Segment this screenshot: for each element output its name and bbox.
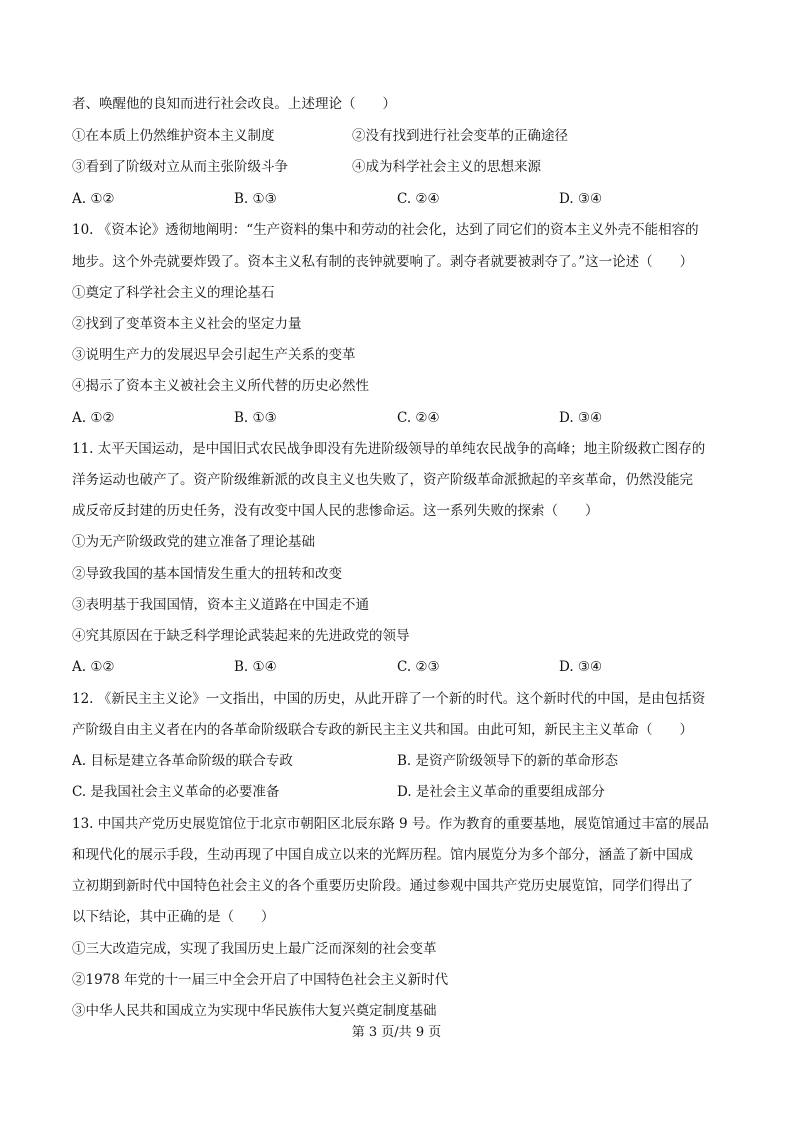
q11-stem-line-2: 洋务运动也破产了。资产阶级维新派的改良主义也失败了，资产阶级革命派掀起的辛亥革命，仍然没能完: [72, 472, 693, 488]
q10-option-c[interactable]: C. ②④: [397, 410, 440, 426]
q12-option-b[interactable]: B. 是资产阶级领导下的新的革命形态: [397, 753, 619, 769]
q9-stem-end: 者、唤醒他的良知而进行社会改良。上述理论（ ）: [72, 96, 396, 112]
q12-stem-line-1: 12. 《新民主主义论》一文指出，中国的历史，从此开辟了一个新的时代。这个新时代的中国，是由包括资: [72, 691, 706, 707]
q10-stem-line-1: 10. 《资本论》透彻地阐明：“生产资料的集中和劳动的社会化，达到了同它们的资本主义外壳不能相容的: [72, 222, 699, 238]
q11-option-c[interactable]: C. ②③: [397, 659, 440, 675]
q12-stem-line-2: 产阶级自由主义者在内的各革命阶级联合专政的新民主主义共和国。由此可知，新民主主义革命（ ）: [72, 722, 693, 738]
q13-stem-line-1: 13. 中国共产党历史展览馆位于北京市朝阳区北辰东路 9 号。作为教育的重要基地，展览馆通过丰富的展品: [72, 816, 709, 832]
q11-stem-line-1: 11. 太平天国运动，是中国旧式农民战争即没有先进阶级领导的单纯农民战争的高峰；地主阶级救亡图存的: [72, 441, 706, 457]
q9-option-b[interactable]: B. ①③: [234, 191, 277, 207]
q10-options: [72, 408, 722, 428]
q12-option-d[interactable]: D. 是社会主义革命的重要组成部分: [397, 784, 605, 800]
q13-statement-1: ①三大改造完成，实现了我国历史上最广泛而深刻的社会变革: [72, 941, 437, 957]
q12-option-a[interactable]: A. 目标是建立各革命阶级的联合专政: [72, 753, 293, 769]
q9-option-a[interactable]: A. ①②: [72, 191, 115, 207]
q9-statement-4: ④成为科学社会主义的思想来源: [352, 159, 541, 175]
q11-statement-2: ②导致我国的基本国情发生重大的扭转和改变: [72, 566, 342, 582]
q13-stem-line-4: 以下结论，其中正确的是（ ）: [72, 909, 275, 925]
q10-option-b[interactable]: B. ①③: [234, 410, 277, 426]
q10-option-d[interactable]: D. ③④: [559, 410, 603, 426]
q12-option-c[interactable]: C. 是我国社会主义革命的必要准备: [72, 784, 280, 800]
q10-statement-1: ①奠定了科学社会主义的理论基石: [72, 285, 275, 301]
q13-stem-line-3: 立初期到新时代中国特色社会主义的各个重要历史阶段。通过参观中国共产党历史展览馆，同学们得出了: [72, 878, 693, 894]
q10-statement-3: ③说明生产力的发展迟早会引起生产关系的变革: [72, 347, 356, 363]
q10-statement-4: ④揭示了资本主义被社会主义所代替的历史必然性: [72, 378, 369, 394]
q10-stem-line-2: 地步。这个外壳就要炸毁了。资本主义私有制的丧钟就要响了。剥夺者就要被剥夺了。”这一论述（ ）: [72, 254, 694, 270]
q9-statement-1: ①在本质上仍然维护资本主义制度: [72, 128, 275, 144]
q13-stem-line-2: 和现代化的展示手段，生动再现了中国自成立以来的光辉历程。馆内展览分为多个部分，涵盖了新中国成: [72, 847, 693, 863]
q9-statements-row-1: [72, 126, 722, 146]
q11-stem-line-3: 成反帝反封建的历史任务，没有改变中国人民的悲惨命运。这一系列失败的探索（ ）: [72, 503, 599, 519]
q10-option-a[interactable]: A. ①②: [72, 410, 115, 426]
q10-statement-2: ②找到了变革资本主义社会的坚定力量: [72, 316, 302, 332]
q11-option-a[interactable]: A. ①②: [72, 659, 115, 675]
q9-statements-row-2: [72, 157, 722, 177]
q12-options-row-1: [72, 751, 722, 771]
q11-option-b[interactable]: B. ①④: [234, 659, 277, 675]
page-number-footer: 第 3 页/共 9 页: [351, 1025, 442, 1040]
q12-options-row-2: [72, 782, 722, 802]
q11-statement-3: ③表明基于我国国情，资本主义道路在中国走不通: [72, 597, 369, 613]
q9-option-c[interactable]: C. ②④: [397, 191, 440, 207]
q11-statement-1: ①为无产阶级政党的建立准备了理论基础: [72, 534, 315, 550]
q9-options: [72, 189, 722, 209]
q9-option-d[interactable]: D. ③④: [559, 191, 603, 207]
q13-statement-3: ③中华人民共和国成立为实现中华民族伟大复兴奠定制度基础: [72, 1003, 437, 1019]
q9-statement-3: ③看到了阶级对立从而主张阶级斗争: [72, 159, 288, 175]
q9-statement-2: ②没有找到进行社会变革的正确途径: [352, 128, 568, 144]
q11-options: [72, 657, 722, 677]
q11-statement-4: ④究其原因在于缺乏科学理论武装起来的先进政党的领导: [72, 628, 410, 644]
q11-option-d[interactable]: D. ③④: [559, 659, 603, 675]
q13-statement-2: ②1978 年党的十一届三中全会开启了中国特色社会主义新时代: [72, 972, 449, 988]
